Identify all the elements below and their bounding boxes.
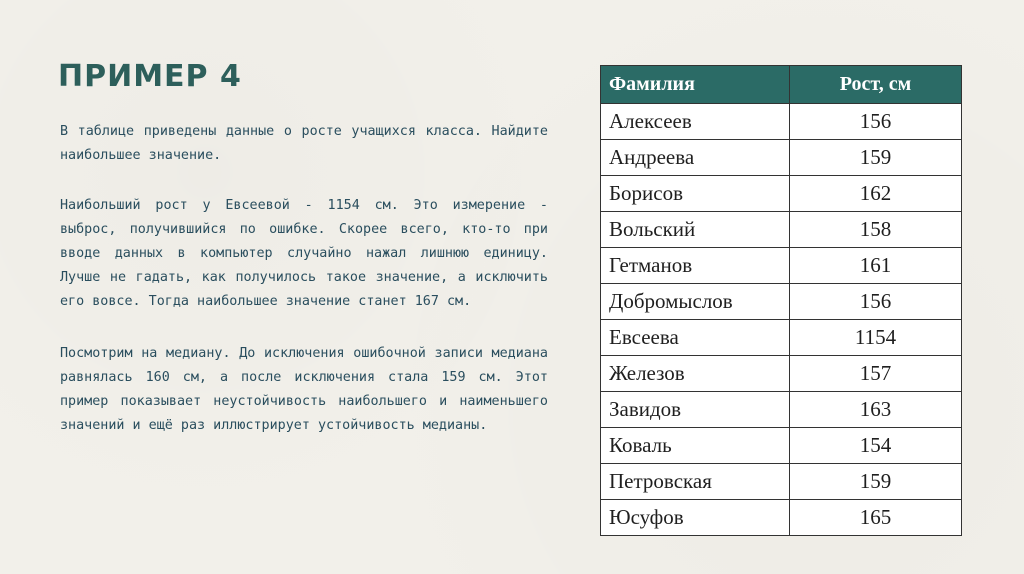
cell-height: 165 bbox=[790, 500, 962, 536]
cell-height: 1154 bbox=[790, 320, 962, 356]
table-row bbox=[601, 140, 962, 176]
cell-surname: Евсеева bbox=[601, 320, 790, 356]
table-row bbox=[601, 500, 962, 536]
table-header-row bbox=[601, 66, 962, 104]
cell-height: 158 bbox=[790, 212, 962, 248]
cell-surname: Петровская bbox=[601, 464, 790, 500]
header-surname: Фамилия bbox=[601, 66, 790, 104]
table-row bbox=[601, 356, 962, 392]
table-row bbox=[601, 320, 962, 356]
cell-height: 154 bbox=[790, 428, 962, 464]
cell-surname: Гетманов bbox=[601, 248, 790, 284]
median-paragraph: Посмотрим на медиану. До исключения ошибочной записи медиана равнялась 160 см, а после исключения стала 159 см. Этот пример показывает неустойчивость наибольшего и наименьшего значений и ещё раз иллюстрирует устойчивость медианы. bbox=[60, 346, 548, 433]
cell-surname: Алексеев bbox=[601, 104, 790, 140]
cell-surname: Борисов bbox=[601, 176, 790, 212]
cell-height: 157 bbox=[790, 356, 962, 392]
cell-height: 156 bbox=[790, 284, 962, 320]
table-row bbox=[601, 284, 962, 320]
cell-height: 156 bbox=[790, 104, 962, 140]
cell-surname: Андреева bbox=[601, 140, 790, 176]
text-column bbox=[60, 120, 548, 464]
cell-height: 161 bbox=[790, 248, 962, 284]
cell-height: 163 bbox=[790, 392, 962, 428]
cell-surname: Добромыслов bbox=[601, 284, 790, 320]
table-row bbox=[601, 176, 962, 212]
cell-surname: Вольский bbox=[601, 212, 790, 248]
table-row bbox=[601, 104, 962, 140]
cell-surname: Завидов bbox=[601, 392, 790, 428]
table-row bbox=[601, 464, 962, 500]
table-row bbox=[601, 212, 962, 248]
cell-surname: Юсуфов bbox=[601, 500, 790, 536]
cell-surname: Коваль bbox=[601, 428, 790, 464]
cell-surname: Железов bbox=[601, 356, 790, 392]
outlier-paragraph: Наибольший рост у Евсеевой - 1154 см. Это измерение - выброс, получившийся по ошибке. Скорее всего, кто-то при вводе данных в компьютер случайно нажал лишнюю единицу. Лучше не гадать, как получилось такое значение, а исключить его вовсе. Тогда наибольшее значение станет 167 см. bbox=[60, 198, 548, 309]
slide-title: ПРИМЕР 4 bbox=[58, 59, 242, 94]
table-row bbox=[601, 392, 962, 428]
table-row bbox=[601, 428, 962, 464]
cell-height: 159 bbox=[790, 140, 962, 176]
table-row bbox=[601, 248, 962, 284]
cell-height: 159 bbox=[790, 464, 962, 500]
height-table bbox=[600, 65, 962, 536]
cell-height: 162 bbox=[790, 176, 962, 212]
header-height: Рост, см bbox=[790, 66, 962, 104]
intro-paragraph: В таблице приведены данные о росте учащихся класса. Найдите наибольшее значение. bbox=[60, 124, 548, 163]
